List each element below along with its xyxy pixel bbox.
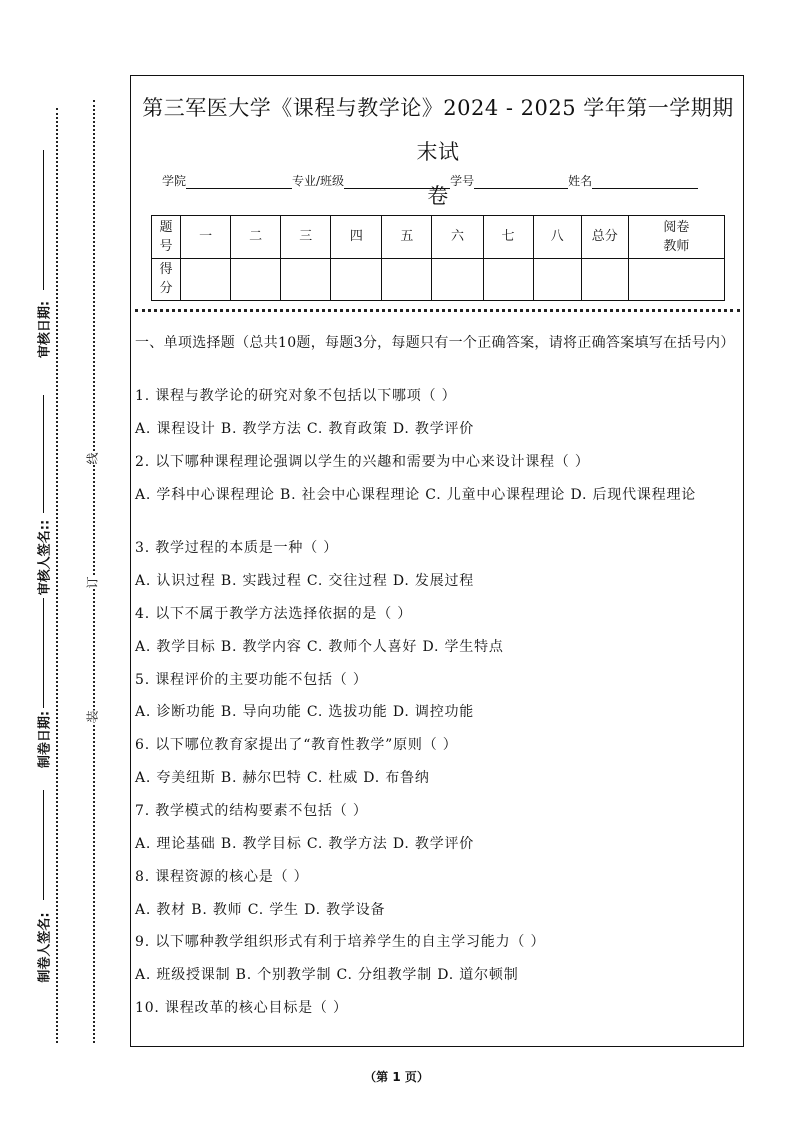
col-8: 八: [533, 216, 581, 259]
college-field[interactable]: [186, 174, 292, 189]
question-9: 9. 以下哪种教学组织形式有利于培养学生的自主学习能力（ ）: [135, 934, 546, 950]
score-cell[interactable]: [181, 258, 231, 301]
page-number: （第 1 页）: [364, 1070, 429, 1084]
score-cell[interactable]: [281, 258, 331, 301]
question-5: 5. 课程评价的主要功能不包括（ ）: [135, 672, 368, 688]
options-8: A. 教材 B. 教师 C. 学生 D. 教学设备: [135, 902, 386, 918]
college-label: 学院: [162, 174, 187, 188]
col-1: 一: [181, 216, 231, 259]
exam-title-line1: 第三军医大学《课程与教学论》2024 - 2025 学年第一学期期末试: [142, 96, 734, 164]
maker-sign-label: 制卷人签名:: [37, 912, 53, 983]
section1-heading: 一、单项选择题（总共10题，每题3分，每题只有一个正确答案，请将正确答案填写在括号内）: [135, 335, 735, 351]
major-label: 专业/班级: [292, 174, 345, 188]
question-6: 6. 以下哪位教育家提出了“教育性教学”原则（ ）: [135, 737, 458, 753]
options-9: A. 班级授课制 B. 个别教学制 C. 分组教学制 D. 道尔顿制: [135, 967, 519, 983]
options-4: A. 教学目标 B. 教学内容 C. 教师个人喜好 D. 学生特点: [135, 639, 504, 655]
make-date-line: [43, 598, 44, 708]
options-6: A. 夸美纽斯 B. 赫尔巴特 C. 杜威 D. 布鲁纳: [135, 770, 430, 786]
reviewer-header: 阅卷 教师: [628, 216, 724, 259]
name-field[interactable]: [592, 174, 698, 189]
student-id-field[interactable]: [474, 174, 568, 189]
score-cell[interactable]: [432, 258, 483, 301]
question-no-header: 题 号: [152, 216, 181, 259]
left-dotted-line: [56, 108, 58, 1043]
name-label: 姓名: [568, 174, 593, 188]
options-2: A. 学科中心课程理论 B. 社会中心课程理论 C. 儿童中心课程理论 D. 后现代课程理论: [135, 487, 697, 503]
options-3: A. 认识过程 B. 实践过程 C. 交往过程 D. 发展过程: [135, 573, 475, 589]
total-score-cell[interactable]: [581, 258, 628, 301]
score-cell[interactable]: [533, 258, 581, 301]
binding-char-staple: 订: [82, 576, 103, 588]
major-field[interactable]: [344, 174, 450, 189]
col-4: 四: [331, 216, 382, 259]
score-table: [151, 215, 725, 301]
options-7: A. 理论基础 B. 教学目标 C. 教学方法 D. 教学评价: [135, 836, 475, 852]
question-2: 2. 以下哪种课程理论强调以学生的兴趣和需要为中心来设计课程（ ）: [135, 454, 590, 470]
make-date-label: 制卷日期:: [37, 710, 53, 769]
score-cell[interactable]: [382, 258, 432, 301]
binding-char-fold: 装: [82, 710, 103, 722]
score-table-header-row: [152, 216, 725, 259]
question-1: 1. 课程与教学论的研究对象不包括以下哪项（ ）: [135, 388, 457, 404]
score-table-score-row: [152, 258, 725, 301]
exam-title: [134, 86, 742, 218]
question-8: 8. 课程资源的核心是（ ）: [135, 869, 309, 885]
options-5: A. 诊断功能 B. 导向功能 C. 选拔功能 D. 调控功能: [135, 704, 475, 720]
col-3: 三: [281, 216, 331, 259]
reviewer-sign-label: 审核人签名::: [37, 519, 53, 596]
options-1: A. 课程设计 B. 教学方法 C. 教育政策 D. 教学评价: [135, 421, 475, 437]
question-4: 4. 以下不属于教学方法选择依据的是（ ）: [135, 606, 413, 622]
exam-title-line2: 卷: [427, 184, 449, 208]
review-date-line: [43, 150, 44, 290]
score-cell[interactable]: [483, 258, 533, 301]
score-row-label: 得 分: [152, 258, 181, 301]
score-cell[interactable]: [231, 258, 281, 301]
student-id-label: 学号: [450, 174, 475, 188]
col-5: 五: [382, 216, 432, 259]
maker-sign-line: [43, 790, 44, 900]
section-separator: [135, 309, 740, 312]
col-6: 六: [432, 216, 483, 259]
question-10: 10. 课程改革的核心目标是（ ）: [135, 1000, 348, 1016]
reviewer-sign-cell[interactable]: [628, 258, 724, 301]
reviewer-sign-line: [43, 395, 44, 513]
student-info-row: [162, 172, 722, 192]
col-total: 总分: [581, 216, 628, 259]
binding-dotted-line: [93, 100, 95, 1043]
binding-char-line: 线: [82, 452, 103, 464]
question-3: 3. 教学过程的本质是一种（ ）: [135, 540, 339, 556]
col-2: 二: [231, 216, 281, 259]
review-date-label: 审核日期:: [37, 300, 53, 359]
score-cell[interactable]: [331, 258, 382, 301]
question-7: 7. 教学模式的结构要素不包括（ ）: [135, 803, 368, 819]
col-7: 七: [483, 216, 533, 259]
